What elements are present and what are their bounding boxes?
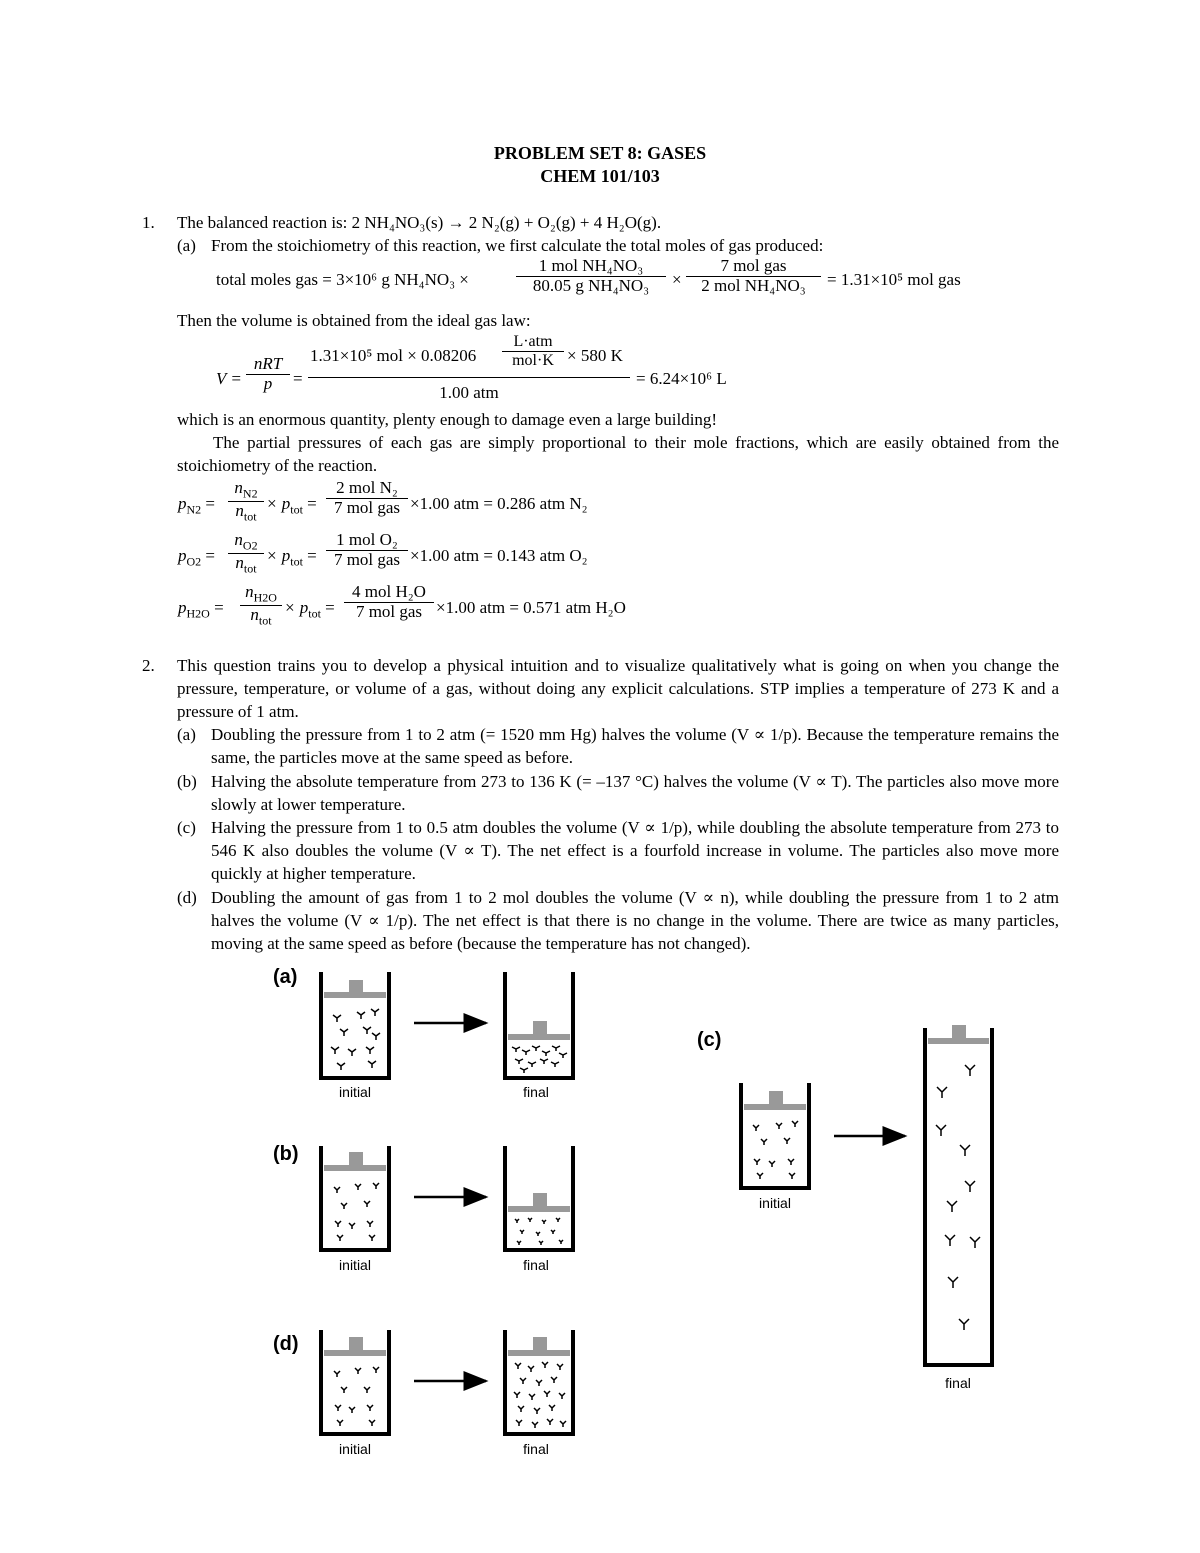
- moles-lhs: total moles gas = 3×10⁶ g NH₄NO₃ ×: [216, 270, 469, 289]
- figure-a-initial-particles: [331, 1009, 380, 1070]
- q2-part-a-label: (a): [177, 725, 196, 744]
- q2-part-d-text: Doubling the amount of gas from 1 to 2 mol doubles the volume (V ∝ n), while doubling the pressure from 1 to 2 atm halves the volume (V ∝ 1/p). The net effect is that there is no change in the volume. There are twice as many particles, moving at the same speed as before (because the temperature has not changed).: [211, 888, 1059, 953]
- figure-a-initial-caption: initial: [339, 1084, 371, 1100]
- v-f1-den: p: [246, 374, 290, 394]
- figure-c-initial-particles: [753, 1121, 798, 1179]
- figure-a-final-caption: final: [523, 1084, 549, 1100]
- figure-c-label: (c): [697, 1029, 722, 1051]
- pp-n2-result: ×1.00 atm = 0.286 atm N₂: [410, 494, 588, 513]
- pp-n2-lhs: $p_{N2}$ =: [178, 494, 216, 517]
- partial-text: The partial pressures of each gas are simply proportional to their mole fractions, which are easily obtained from the stoichiometry of the reaction.: [177, 433, 1059, 475]
- pp-o2-mid: × $p_{tot}$ =: [266, 546, 317, 569]
- v-f2-num-a: 1.31×10⁵ mol × 0.08206: [310, 346, 477, 365]
- q2-intro: This question trains you to develop a physical intuition and to visualize qualitatively what is going on when you change the pressure, temperature, or volume of a gas, without doing any explicit calculations. STP implies a temperature of 273 K and a pressure of 1 atm.: [177, 656, 1059, 721]
- q2-part-b-text: Halving the absolute temperature from 273 to 136 K (= –137 °C) halves the volume (V ∝ T). The particles also move more slowly at lower temperature.: [211, 772, 1059, 814]
- pp-o2-molefrac: $n_{O2}$ $n_{tot}$: [228, 531, 264, 575]
- v-result: = 6.24×10⁶ L: [636, 369, 727, 388]
- pp-h2o-lhs: $p_{H2O}$ =: [178, 598, 224, 621]
- figure-b-initial-particles: [334, 1183, 379, 1241]
- figure-c-initial-container: [741, 1083, 809, 1188]
- figure-b-final-particles: [515, 1218, 563, 1245]
- q2-part-a-text: Doubling the pressure from 1 to 2 atm (= 1520 mm Hg) halves the volume (V ∝ 1/p). Because the temperature remains the same, the particles move at the same speed as before.: [211, 725, 1059, 767]
- figure-a-final-particles: [512, 1046, 567, 1073]
- figure-a-initial-container: [321, 972, 389, 1078]
- v-lhs: V =: [216, 369, 242, 388]
- v-eq: =: [293, 369, 303, 388]
- figure-c-final-caption: final: [945, 1375, 971, 1391]
- pp-h2o-mid: × $p_{tot}$ =: [284, 598, 335, 621]
- volume-comment: which is an enormous quantity, plenty enough to damage even a large building!: [177, 410, 718, 429]
- q2-part-b-label: (b): [177, 772, 197, 791]
- pp-n2-mid: × $p_{tot}$ =: [266, 494, 317, 517]
- page-title: PROBLEM SET 8: GASES: [493, 143, 707, 163]
- moles-f2-num: 7 mol gas: [720, 256, 787, 275]
- q2-number: 2.: [142, 656, 155, 675]
- moles-f2-den: 2 mol NH₄NO₃: [686, 276, 821, 296]
- moles-f1-num: 1 mol NH₄NO₃: [538, 256, 644, 275]
- figure-b-initial-caption: initial: [339, 1257, 371, 1273]
- moles-times: ×: [672, 270, 682, 289]
- pp-o2-result: ×1.00 atm = 0.143 atm O₂: [410, 546, 588, 565]
- figure-d-initial-container: [321, 1330, 389, 1434]
- pp-n2-fraction: 2 mol N₂ 7 mol gas: [326, 479, 408, 517]
- moles-result: = 1.31×10⁵ mol gas: [827, 270, 961, 289]
- figure-d-final-caption: final: [523, 1441, 549, 1457]
- v-unit-den: mol·K: [502, 351, 564, 370]
- figure-b-initial-container: [321, 1146, 389, 1250]
- q1-part-a-label: (a): [177, 236, 196, 255]
- figure-d-final-particles: [514, 1362, 566, 1428]
- q2-part-c-label: (c): [177, 818, 196, 837]
- figure-b-final-caption: final: [523, 1257, 549, 1273]
- figure-d-initial-caption: initial: [339, 1441, 371, 1457]
- pp-o2-lhs: $p_{O2}$ =: [178, 546, 216, 569]
- v-unit-num: L·atm: [513, 333, 553, 350]
- pp-o2-fraction: 1 mol O₂ 7 mol gas: [326, 531, 408, 569]
- figure-d-label: (d): [273, 1333, 299, 1355]
- pp-h2o-fraction: 4 mol H₂O 7 mol gas: [344, 583, 434, 621]
- figure-a-final-container: [505, 972, 573, 1078]
- volume-intro: Then the volume is obtained from the ideal gas law:: [177, 311, 531, 330]
- q2-part-c-text: Halving the pressure from 1 to 0.5 atm doubles the volume (V ∝ 1/p), while doubling the absolute temperature from 273 to 546 K also doubles the volume (V ∝ T). The net effect is a fourfold increase in volume. The particles also move more quickly at higher temperature.: [211, 818, 1059, 883]
- q1-reaction: The balanced reaction is: 2 NH₄NO₃(s) → 2 N₂(g) + O₂(g) + 4 H₂O(g).: [177, 213, 662, 232]
- figure-d-initial-particles: [334, 1367, 379, 1426]
- figure-c-final-particles: [936, 1065, 980, 1330]
- q2-part-d-label: (d): [177, 888, 197, 907]
- v-f2-num-b: × 580 K: [567, 346, 623, 365]
- course-code: CHEM 101/103: [540, 166, 660, 186]
- moles-f1-den: 80.05 g NH₄NO₃: [516, 276, 666, 296]
- figure-c-final-container: [925, 1025, 992, 1365]
- figure-d-final-container: [505, 1330, 573, 1434]
- v-f1-num: nRT: [253, 354, 283, 373]
- pp-n2-molefrac: $n_{N2}$ $n_{tot}$: [228, 479, 264, 523]
- pp-h2o-result: ×1.00 atm = 0.571 atm H₂O: [436, 598, 626, 617]
- pp-h2o-molefrac: $n_{H2O}$ $n_{tot}$: [240, 583, 282, 627]
- q1-number: 1.: [142, 213, 155, 232]
- figure-b-label: (b): [273, 1143, 299, 1165]
- v-f2-den: 1.00 atm: [439, 383, 499, 402]
- figure-c-initial-caption: initial: [759, 1195, 791, 1211]
- figure-b-final-container: [505, 1146, 573, 1250]
- figure-a-label: (a): [273, 966, 298, 988]
- q1-part-a-text: From the stoichiometry of this reaction, we first calculate the total moles of gas produced:: [211, 236, 824, 255]
